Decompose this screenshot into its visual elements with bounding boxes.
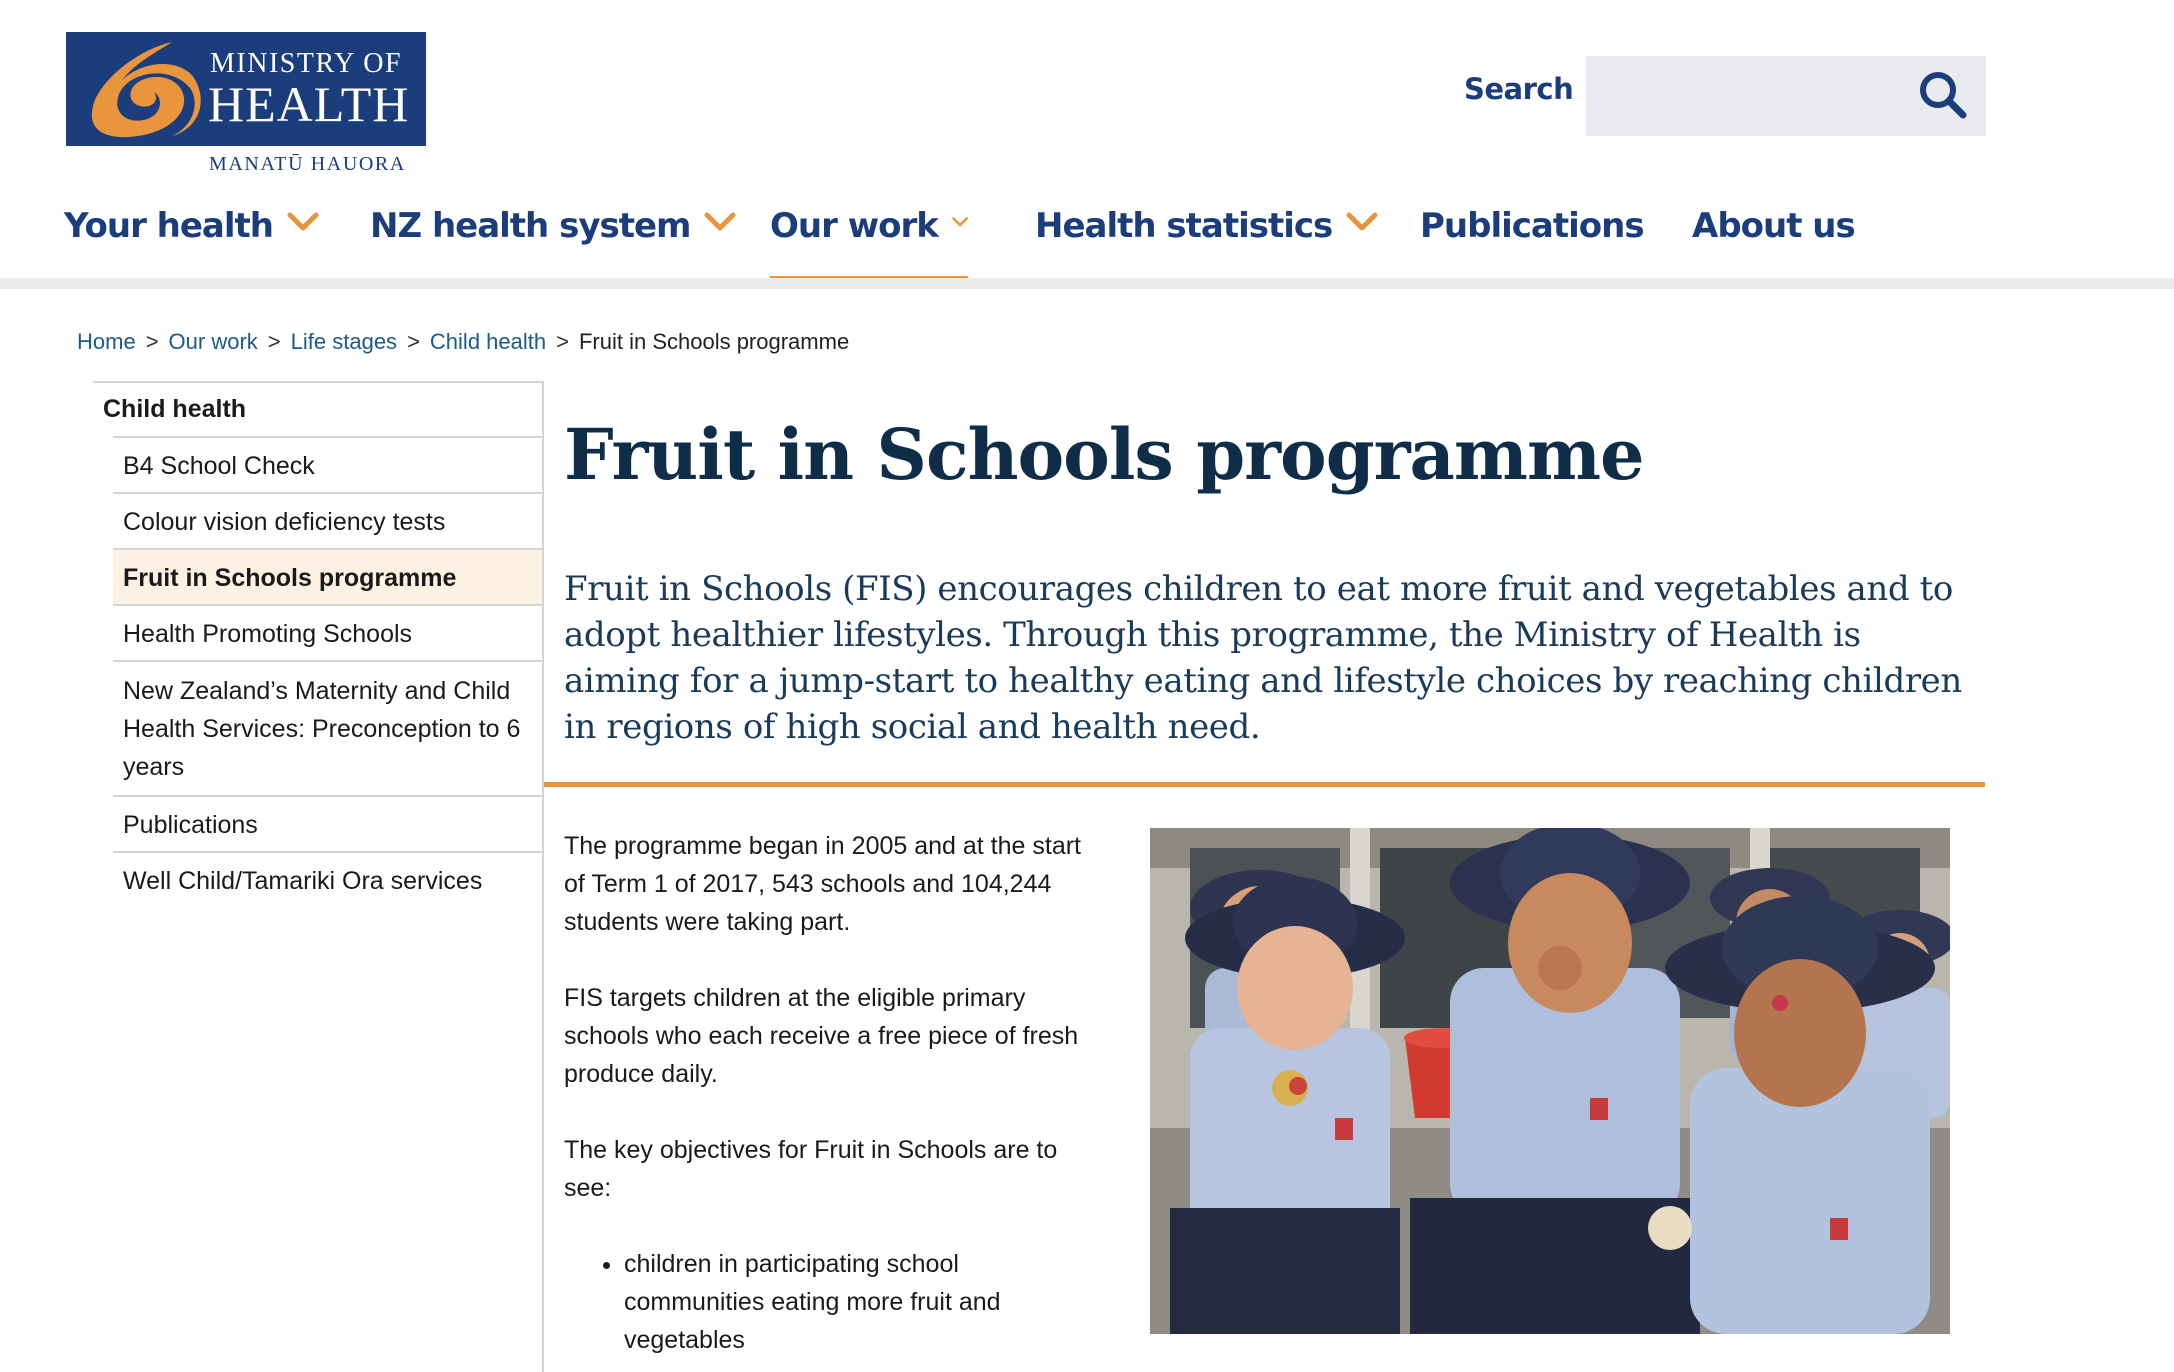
nav-our-work[interactable] xyxy=(770,206,968,286)
main-nav xyxy=(0,196,2174,286)
breadcrumb-our-work[interactable]: Our work xyxy=(168,329,258,354)
nav-label: NZ health system xyxy=(370,206,691,246)
sidebar-heading[interactable]: Child health xyxy=(93,381,543,436)
chevron-down-icon xyxy=(704,212,736,232)
page-title: Fruit in Schools programme xyxy=(564,413,1644,496)
objectives-list xyxy=(564,1245,1084,1359)
children-eating-fruit-photo xyxy=(1150,828,1950,1334)
chevron-down-icon xyxy=(1346,212,1378,232)
body-paragraph: FIS targets children at the eligible primary schools who each receive a free piece of fresh produce daily. xyxy=(564,984,1079,1088)
sidebar-item-b4-school-check[interactable]: B4 School Check xyxy=(113,436,543,492)
logo-subtitle: MANATŪ HAUORA xyxy=(209,153,406,175)
breadcrumb-separator: > xyxy=(145,329,159,354)
section-sidebar xyxy=(93,381,543,907)
body-paragraph: The programme began in 2005 and at the start of Term 1 of 2017, 543 schools and 104,244 students were taking part. xyxy=(564,832,1081,936)
sidebar-item-maternity-child-services[interactable]: New Zealand’s Maternity and Child Health Services: Preconception to 6 years xyxy=(113,660,543,795)
list-item: • children in participating school communities eating more fruit and vegetables xyxy=(624,1245,1084,1359)
sidebar-item-publications[interactable]: Publications xyxy=(113,795,543,851)
nav-about-us[interactable] xyxy=(1692,206,1855,286)
children-photo-illustration xyxy=(1150,828,1950,1334)
body-text xyxy=(564,827,1084,1359)
breadcrumb xyxy=(77,329,849,355)
nav-label: About us xyxy=(1692,206,1855,246)
breadcrumb-separator: > xyxy=(407,329,420,354)
search-label: Search xyxy=(1464,72,1574,106)
sidebar-item-colour-vision[interactable]: Colour vision deficiency tests xyxy=(113,492,543,548)
chevron-down-icon xyxy=(287,212,319,232)
koru-logo-icon xyxy=(76,36,206,142)
nav-health-statistics[interactable] xyxy=(1035,206,1378,286)
breadcrumb-separator: > xyxy=(556,329,569,354)
nav-label: Publications xyxy=(1420,206,1644,246)
sidebar-item-well-child[interactable]: Well Child/Tamariki Ora services xyxy=(113,851,543,907)
ministry-logo[interactable] xyxy=(66,32,426,178)
breadcrumb-child-health[interactable]: Child health xyxy=(429,329,547,354)
breadcrumb-separator: > xyxy=(267,329,281,354)
sidebar-item-fruit-in-schools[interactable]: Fruit in Schools programme xyxy=(113,548,543,604)
search-icon xyxy=(1918,70,1968,120)
nav-your-health[interactable] xyxy=(64,206,319,286)
logo-text-line2: HEALTH xyxy=(208,76,410,132)
logo-box xyxy=(66,32,426,146)
intro-divider xyxy=(544,782,1985,787)
body-paragraph: The key objectives for Fruit in Schools are to see: xyxy=(564,1136,1058,1202)
intro-paragraph: Fruit in Schools (FIS) encourages children to eat more fruit and vegetables and to adopt healthier lifestyles. Through this programme, the Ministry of Health is aiming for a jump-start to healthy eating and lifestyle choices by reaching children in regions of high social and health need. xyxy=(564,569,1962,747)
sidebar-divider xyxy=(542,381,544,1372)
nav-nz-health-system[interactable] xyxy=(370,206,736,286)
nav-label: Health statistics xyxy=(1035,206,1333,246)
nav-divider xyxy=(0,278,2174,289)
breadcrumb-life-stages[interactable]: Life stages xyxy=(290,329,398,354)
logo-text-line1: MINISTRY OF xyxy=(210,48,403,79)
breadcrumb-current: Fruit in Schools programme xyxy=(578,329,850,354)
breadcrumb-home[interactable]: Home xyxy=(77,329,136,354)
search-button[interactable] xyxy=(1910,62,1976,128)
nav-label: Our work xyxy=(770,206,938,246)
chevron-down-icon xyxy=(952,212,968,232)
sidebar-item-health-promoting-schools[interactable]: Health Promoting Schools xyxy=(113,604,543,660)
nav-publications[interactable] xyxy=(1420,206,1644,286)
nav-label: Your health xyxy=(64,206,273,246)
